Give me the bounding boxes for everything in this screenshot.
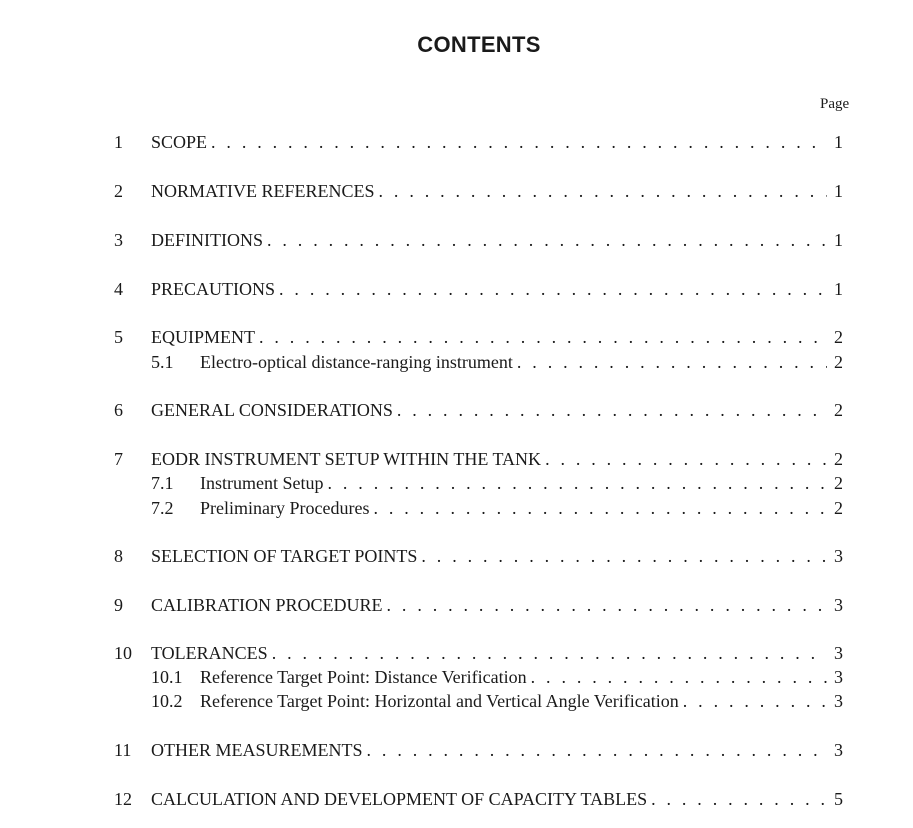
toc-entry-12[interactable] — [114, 787, 843, 811]
toc-entry-7-1[interactable] — [151, 471, 843, 495]
toc-entry-number: 5.1 — [151, 352, 174, 372]
toc-entry-page: 1 — [834, 230, 843, 250]
toc-entry-5-1[interactable] — [151, 350, 843, 374]
dot-leader — [367, 738, 827, 762]
toc-entry-10-2[interactable] — [151, 689, 843, 713]
toc-entry-page: 1 — [834, 279, 843, 299]
toc-entry-number: 3 — [114, 230, 123, 250]
toc-entry-page: 3 — [834, 691, 843, 711]
dot-leader — [279, 277, 827, 301]
toc-entry-number: 4 — [114, 279, 123, 299]
dot-leader — [517, 350, 827, 374]
toc-entry-page: 2 — [834, 498, 843, 518]
toc-entry-number: 6 — [114, 400, 123, 420]
toc-entry-number: 11 — [114, 740, 132, 760]
toc-entry-page: 2 — [834, 449, 843, 469]
toc-entry-page: 3 — [834, 740, 843, 760]
toc-entry-page: 3 — [834, 546, 843, 566]
toc-entry-number: 2 — [114, 181, 123, 201]
toc-entry-number: 1 — [114, 132, 123, 152]
toc-entry-title: CALCULATION AND DEVELOPMENT OF CAPACITY TABLES — [151, 789, 648, 809]
toc-entry-title: Instrument Setup — [200, 473, 324, 493]
dot-leader — [421, 544, 827, 568]
dot-leader — [328, 471, 828, 495]
toc-entry-10[interactable] — [114, 641, 843, 665]
page-column-header: Page — [820, 96, 850, 112]
toc-entry-title: SCOPE — [151, 132, 208, 152]
toc-entry-page: 2 — [834, 327, 843, 347]
toc-entry-title: TOLERANCES — [151, 643, 268, 663]
toc-entry-number: 10.1 — [151, 667, 183, 687]
toc-entry-number: 7.1 — [151, 473, 174, 493]
toc-entry-title: Preliminary Procedures — [200, 498, 370, 518]
toc-entry-8[interactable] — [114, 544, 843, 568]
toc-entry-page: 2 — [834, 400, 843, 420]
toc-entry-page: 1 — [834, 181, 843, 201]
toc-entry-number: 10.2 — [151, 691, 183, 711]
toc-entry-7-2[interactable] — [151, 496, 843, 520]
toc-entry-number: 12 — [114, 789, 132, 809]
dot-leader — [397, 398, 827, 422]
toc-entry-9[interactable] — [114, 593, 843, 617]
toc-entry-5[interactable] — [114, 325, 843, 349]
dot-leader — [272, 641, 827, 665]
toc-entry-title: CALIBRATION PROCEDURE — [151, 595, 383, 615]
toc-entry-number: 10 — [114, 643, 132, 663]
toc-entry-number: 8 — [114, 546, 123, 566]
toc-entry-title: Reference Target Point: Distance Verification — [200, 667, 527, 687]
toc-entry-title: OTHER MEASUREMENTS — [151, 740, 363, 760]
toc-entry-title: NORMATIVE REFERENCES — [151, 181, 375, 201]
toc-entry-page: 1 — [834, 132, 843, 152]
dot-leader — [379, 179, 827, 203]
toc-entry-page: 3 — [834, 595, 843, 615]
dot-leader — [267, 228, 827, 252]
toc-entry-page: 2 — [834, 352, 843, 372]
toc-entry-page: 2 — [834, 473, 843, 493]
toc-entry-number: 9 — [114, 595, 123, 615]
dot-leader — [651, 787, 827, 811]
toc-entry-1[interactable] — [114, 130, 843, 154]
dot-leader — [259, 325, 827, 349]
dot-leader — [211, 130, 827, 154]
toc-entry-title: Electro-optical distance-ranging instrument — [200, 352, 513, 372]
dot-leader — [545, 447, 827, 471]
toc-entry-page: 3 — [834, 643, 843, 663]
toc-entry-title: EODR INSTRUMENT SETUP WITHIN THE TANK — [151, 449, 542, 469]
toc-entry-title: GENERAL CONSIDERATIONS — [151, 400, 393, 420]
dot-leader — [531, 665, 827, 689]
toc-entry-number: 5 — [114, 327, 123, 347]
toc-entry-6[interactable] — [114, 398, 843, 422]
toc-entry-page: 5 — [834, 789, 843, 809]
toc-entry-11[interactable] — [114, 738, 843, 762]
toc-entry-title: Reference Target Point: Horizontal and Vertical Angle Verification — [200, 691, 679, 711]
toc-entry-4[interactable] — [114, 277, 843, 301]
toc-entry-7[interactable] — [114, 447, 843, 471]
toc-entry-title: PRECAUTIONS — [151, 279, 276, 299]
toc-entry-number: 7 — [114, 449, 123, 469]
toc-entry-10-1[interactable] — [151, 665, 843, 689]
page-title: CONTENTS — [417, 32, 541, 57]
toc-entry-title: EQUIPMENT — [151, 327, 255, 347]
dot-leader — [387, 593, 827, 617]
toc-entry-3[interactable] — [114, 228, 843, 252]
toc-entry-title: SELECTION OF TARGET POINTS — [151, 546, 418, 566]
dot-leader — [373, 496, 827, 520]
toc-entry-page: 3 — [834, 667, 843, 687]
dot-leader — [683, 689, 827, 713]
toc-entry-title: DEFINITIONS — [151, 230, 263, 250]
toc-entry-number: 7.2 — [151, 498, 174, 518]
toc-entry-2[interactable] — [114, 179, 843, 203]
